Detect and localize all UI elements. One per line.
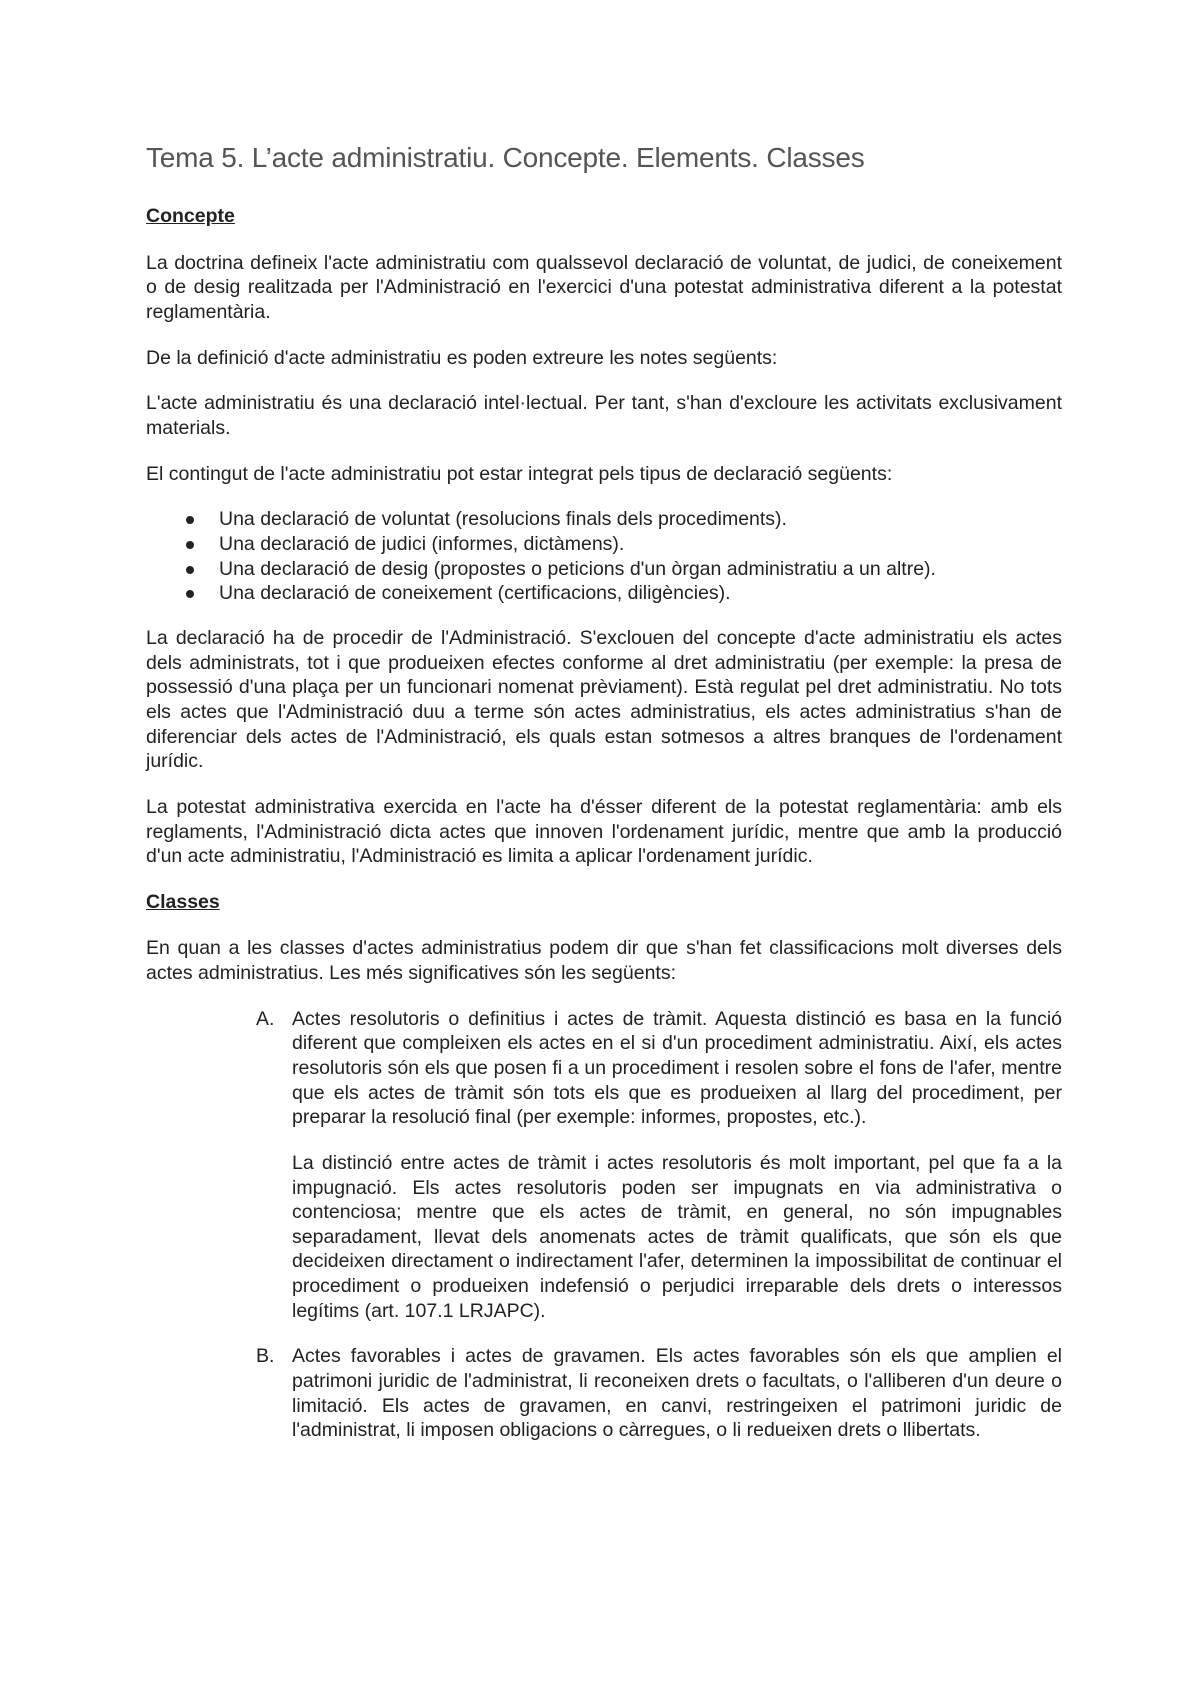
list-item	[146, 507, 1062, 532]
document-page	[146, 140, 1062, 1464]
list-item	[146, 532, 1062, 557]
bullet-icon	[186, 516, 194, 524]
list-item-text: Una declaració de voluntat (resolucions finals dels procediments).	[219, 508, 787, 531]
paragraph: El contingut de l'acte administratiu pot estar integrat pels tipus de declaració següents:	[146, 462, 893, 485]
declaration-types-list	[146, 507, 1062, 606]
section-heading-classes: Classes	[146, 890, 220, 913]
paragraph: La declaració ha de procedir de l'Administració. S'exclouen del concepte d'acte administratiu els actes dels administrats, tot i que produeixen efectes conforme al dret administratiu (per exemple: la presa de possessió d'una plaça per un funcionari nomenat prèviament). Està regulat pel dret administratiu. No tots els actes que l'Administració duu a terme són actes administratius, els actes administratius s'han de diferenciar dels actes de l'Administració, els quals estan sotmesos a altres branques de l'ordenament jurídic.	[146, 626, 1062, 773]
list-item	[146, 581, 1062, 606]
paragraph: La distinció entre actes de tràmit i actes resolutoris és molt important, pel que fa a la impugnació. Els actes resolutoris poden ser impugnats en via administrativa o contenciosa; mentre que els actes de tràmit, en general, no són impugnables separadament, llevat dels anomenats actes de tràmit qualificats, que són els que decideixen directament o indirectament l'afer, determinen la impossibilitat de continuar el procediment o produeixen indefensió o perjudici irreparable dels drets o interessos legítims (art. 107.1 LRJAPC).	[292, 1151, 1062, 1322]
section-classes	[146, 890, 1062, 1443]
bullet-icon	[186, 566, 194, 574]
document-title: Tema 5. L’acte administratiu. Concepte. Elements. Classes	[146, 142, 865, 173]
list-marker: B.	[256, 1345, 275, 1368]
list-item	[146, 557, 1062, 582]
section-heading-concepte: Concepte	[146, 205, 235, 228]
paragraph: En quan a les classes d'actes administratius podem dir que s'han fet classificacions molt diverses dels actes administratius. Les més significatives són les següents:	[146, 937, 1062, 984]
list-item-text: Una declaració de judici (informes, dictàmens).	[219, 533, 625, 556]
classes-list	[146, 1007, 1062, 1444]
bullet-icon	[186, 590, 194, 598]
classes-list-item	[146, 1007, 1062, 1324]
paragraph: L'acte administratiu és una declaració intel·lectual. Per tant, s'han d'excloure les activitats exclusivament materials.	[146, 392, 1062, 440]
paragraph: La potestat administrativa exercida en l'acte ha d'ésser diferent de la potestat reglamentària: amb els reglaments, l'Administració dicta actes que innoven l'ordenament jurídic, mentre que amb la producció d'un acte administratiu, l'Administració es limita a aplicar l'ordenament jurídic.	[146, 795, 1062, 868]
paragraph: De la definició d'acte administratiu es poden extreure les notes següents:	[146, 346, 778, 369]
list-item-text: Una declaració de desig (propostes o peticions d'un òrgan administratiu a un altre).	[219, 557, 936, 580]
bullet-icon	[186, 541, 194, 549]
paragraph: Actes resolutoris o definitius i actes de tràmit. Aquesta distinció es basa en la funció diferent que compleixen els actes en el si d'un procediment administratiu. Així, els actes resolutoris són els que posen fi a un procediment i resolen sobre el fons de l'afer, mentre que els actes de tràmit són tots els que es produeixen al llarg del procediment, per preparar la resolució final (per exemple: informes, propostes, etc.).	[292, 1007, 1062, 1129]
paragraph: La doctrina defineix l'acte administratiu com qualssevol declaració de voluntat, de judici, de coneixement o de desig realitzada per l'Administració en l'exercici d'una potestat administrativa diferent a la potestat reglamentària.	[146, 251, 1062, 324]
list-marker: A.	[256, 1007, 275, 1030]
section-concepte	[146, 204, 1062, 869]
paragraph: Actes favorables i actes de gravamen. Els actes favorables són els que amplien el patrimoni juridic de l'administrat, li reconeixen drets o facultats, o l'alliberen d'un deure o limitació. Els actes de gravamen, en canvi, restringeixen el patrimoni juridic de l'administrat, li imposen obligacions o càrregues, o li redueixen drets o llibertats.	[292, 1345, 1062, 1442]
list-item-text: Una declaració de coneixement (certificacions, diligències).	[219, 582, 731, 605]
classes-list-item	[146, 1344, 1062, 1443]
